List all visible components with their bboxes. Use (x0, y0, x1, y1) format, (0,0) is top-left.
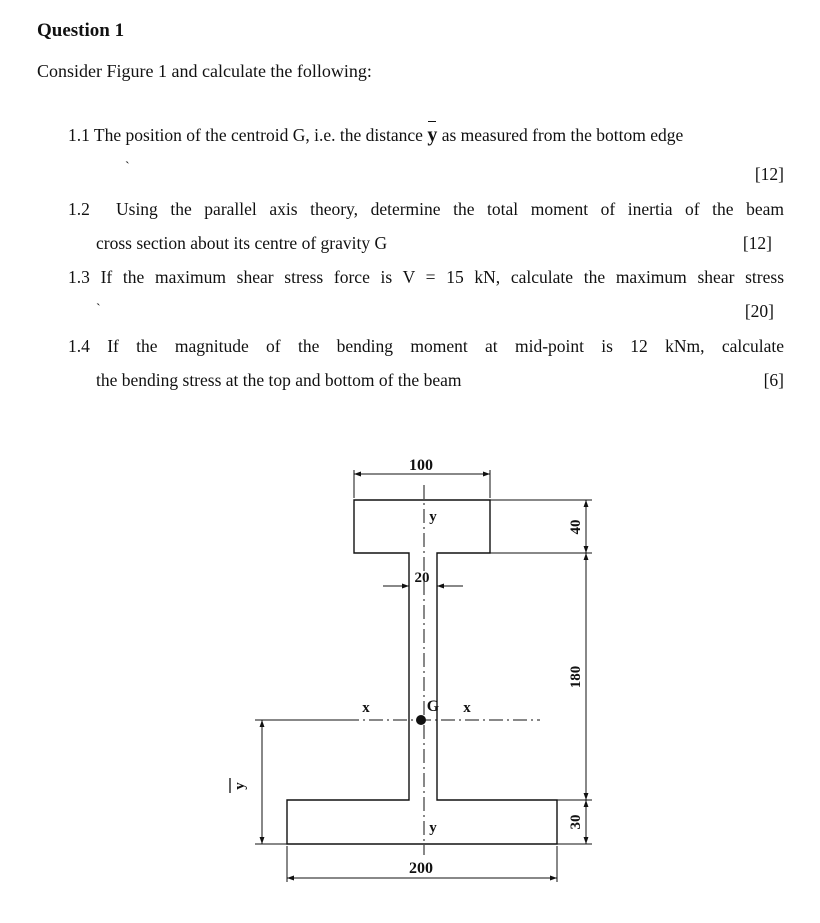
question-1-3-line1: 1.3 If the maximum shear stress force is V = 15 kN, calculate the maximum shear stress (68, 267, 784, 287)
question-1-2-marks: [12] (742, 233, 772, 253)
question-1-1-text-end: as measured from the bottom edge (437, 125, 684, 145)
question-1-4-line1: 1.4 If the magnitude of the bending moment at mid-point is 12 kNm, calculate (68, 336, 784, 356)
centroid-distance-label: y (232, 782, 248, 790)
centroid-label: G (426, 698, 440, 715)
question-1-2-line2: cross section about its centre of gravity G (96, 233, 388, 253)
stray-mark: ` (96, 302, 101, 317)
question-intro: Consider Figure 1 and calculate the following: (37, 61, 372, 81)
dimension-web-height-label: 180 (568, 665, 584, 689)
question-1-1-marks: [12] (754, 164, 784, 184)
y-bar-symbol: y (427, 124, 438, 146)
y-axis-label-top: y (429, 509, 437, 525)
question-1-3-marks: [20] (744, 301, 774, 321)
dimension-bottom-width-label: 200 (409, 860, 433, 877)
y-axis-label-bottom: y (429, 820, 437, 836)
question-1-4-marks: [6] (763, 370, 784, 390)
stray-mark: ` (125, 160, 130, 175)
question-1-4-line2: the bending stress at the top and bottom of the beam (96, 370, 462, 390)
question-heading: Question 1 (37, 20, 125, 41)
dimension-top-width-label: 100 (409, 457, 433, 474)
dimension-bottom-thickness-label: 30 (568, 814, 584, 830)
centroid-point (416, 715, 426, 725)
i-beam-outline (287, 500, 557, 844)
question-1-2-number: 1.2 (68, 199, 90, 219)
question-1-1-text-start: 1.1 The position of the centroid G, i.e. the distance (68, 125, 428, 145)
question-1-2-line1: Using the parallel axis theory, determine the total moment of inertia of the beam (116, 199, 784, 219)
dimension-web-width-label: 20 (414, 570, 430, 586)
dimension-top-thickness-label: 40 (568, 519, 584, 535)
x-axis-label-left: x (362, 700, 370, 716)
x-axis-label-right: x (463, 700, 471, 716)
